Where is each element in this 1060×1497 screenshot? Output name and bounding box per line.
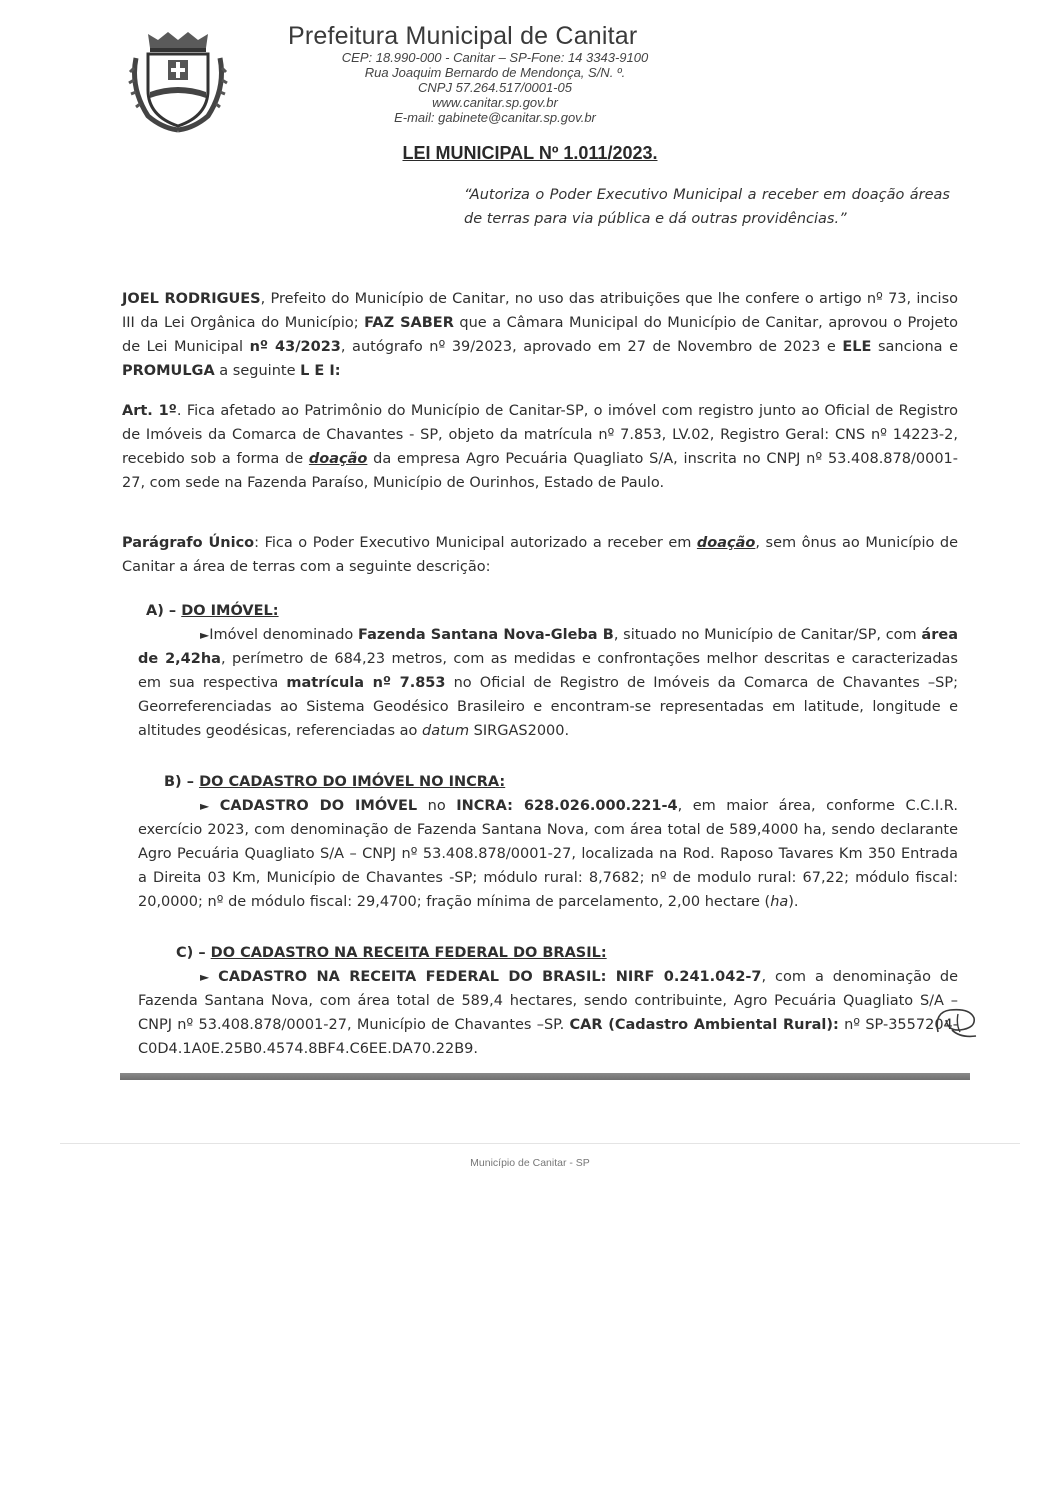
footer-divider bbox=[60, 1143, 1020, 1144]
contact-address: Rua Joaquim Bernardo de Mendonça, S/N. º. bbox=[364, 65, 626, 80]
text: , sem ônus ao Município de Canitar a área de terras com a seguinte descrição: bbox=[122, 535, 959, 575]
promulga: PROMULGA bbox=[122, 363, 215, 379]
article-label: Art. 1º bbox=[122, 403, 177, 419]
section-letter: B) bbox=[164, 774, 182, 790]
mayor-name: JOEL RODRIGUES bbox=[122, 291, 261, 307]
enactment-paragraph bbox=[122, 287, 958, 383]
car-heading: CAR (Cadastro Ambiental Rural): bbox=[569, 1017, 839, 1033]
text: que a Câmara Municipal do Município de Canitar, aprovou o Projeto de Lei Municipal bbox=[122, 315, 959, 355]
text: a seguinte bbox=[214, 363, 301, 379]
arrow-icon: ► bbox=[200, 970, 210, 984]
section-a bbox=[138, 599, 958, 743]
contact-website: www.canitar.sp.gov.br bbox=[432, 95, 558, 110]
text: , Prefeito do Município de Canitar, no uso das atribuições que lhe confere o artigo nº 73, inciso III da Lei Orgânica do Município; bbox=[122, 291, 958, 331]
section-letter: A) bbox=[146, 603, 164, 619]
contact-cep: CEP: 18.990-000 - Canitar – SP-Fone: 14 3343-9100 bbox=[341, 50, 649, 65]
section-c bbox=[138, 941, 958, 1061]
incra-heading: CADASTRO DO IMÓVEL bbox=[219, 798, 418, 814]
nirf-heading: CADASTRO NA RECEITA FEDERAL DO BRASIL: NIRF 0.241.042-7 bbox=[218, 969, 762, 985]
dash: – bbox=[168, 603, 177, 619]
text: sanciona e bbox=[871, 339, 959, 355]
arrow-icon: ► bbox=[200, 628, 210, 642]
contact-email: E-mail: gabinete@canitar.sp.gov.br bbox=[394, 110, 596, 125]
section-b bbox=[138, 770, 958, 914]
section-a-heading bbox=[146, 599, 958, 623]
doacao-emphasis: doação bbox=[308, 451, 368, 467]
text: , situado no Município de Canitar/SP, com bbox=[613, 627, 922, 643]
article-1 bbox=[122, 399, 958, 495]
unit-ha: ha bbox=[770, 894, 789, 910]
text: nº SP-3557204-C0D4.1A0E.25B0.4574.8BF4.C6EE.DA70.22B9. bbox=[138, 1017, 959, 1057]
municipal-crest-icon bbox=[128, 28, 228, 134]
text: no Oficial de Registro de Imóveis da Comarca de Chavantes –SP; Georreferenciadas ao Sistema Geodésico Brasileiro e encontram-se representadas em latitude, longitude e altitudes geodésicas, referenciadas ao bbox=[138, 675, 958, 739]
arrow-icon: ► bbox=[200, 799, 210, 813]
contact-cnpj: CNPJ 57.264.517/0001-05 bbox=[418, 80, 572, 95]
law-summary: “Autoriza o Poder Executivo Municipal a receber em doação áreas de terras para via pública e dá outras providências.” bbox=[464, 187, 950, 227]
page-footer: Município de Canitar - SP bbox=[470, 1157, 590, 1169]
text: ). bbox=[788, 894, 799, 910]
lei: L E I: bbox=[300, 363, 341, 379]
dash: – bbox=[198, 945, 206, 961]
text: Imóvel denominado bbox=[209, 627, 359, 643]
municipality-contact bbox=[330, 50, 660, 125]
text: . Fica afetado ao Patrimônio do Município de Canitar-SP, o imóvel com registro junto ao Oficial de Registro de Imóveis da Comarca de Chavantes - SP, objeto da matrícula nº 7.853, LV.02, Registro Geral: CNS nº 14223-2, recebido sob a forma de bbox=[122, 403, 958, 467]
text: : Fica o Poder Executivo Municipal autorizado a receber em bbox=[254, 535, 697, 551]
text: , com a denominação de Fazenda Santana Nova, com área total de 589,4 hectares, sendo contribuinte, Agro Pecuária Quagliato S/A – CNPJ nº 53.408.878/0001-27, Município de Chavantes –SP. bbox=[138, 969, 958, 1033]
section-title: DO CADASTRO DO IMÓVEL NO INCRA: bbox=[199, 774, 506, 790]
law-title: LEI MUNICIPAL Nº 1.011/2023. bbox=[402, 143, 658, 163]
dash: – bbox=[186, 774, 194, 790]
section-c-heading bbox=[176, 941, 958, 965]
paragrafo-unico bbox=[122, 531, 958, 579]
text: , em maior área, conforme C.C.I.R. exercício 2023, com denominação de Fazenda Santana Nova, com área total de 589,4000 ha, sendo declarante Agro Pecuária Quagliato S/A – CNPJ nº 53.408.878/0001-27, localizada na Rod. Raposo Tavares Km 350 Entrada a Direita 03 Km, Município de Chavantes -SP; módulo rural: 8,7682; nº de modulo rural: 67,22; módulo fiscal: 20,0000; nº de módulo fiscal: 29,4700; fração mínima de parcelamento, 2,00 hectare ( bbox=[138, 798, 958, 910]
section-title: DO IMÓVEL: bbox=[181, 603, 279, 619]
text: , perímetro de 684,23 metros, com as medidas e confrontações melhor descritas e caracterizadas em sua respectiva bbox=[138, 651, 958, 691]
text: da empresa Agro Pecuária Quagliato S/A, inscrita no CNPJ nº 53.408.878/0001-27, com sede na Fazenda Paraíso, Município de Ourinhos, Estado de Paulo. bbox=[122, 451, 959, 491]
section-divider bbox=[120, 1073, 970, 1080]
doacao-emphasis: doação bbox=[696, 535, 756, 551]
incra-number: INCRA: 628.026.000.221-4 bbox=[456, 798, 678, 814]
text: SIRGAS2000. bbox=[469, 723, 570, 739]
property-area: área de 2,42ha bbox=[138, 627, 958, 667]
datum: datum bbox=[421, 723, 470, 739]
municipality-name: Prefeitura Municipal de Canitar bbox=[288, 22, 638, 50]
section-b-heading bbox=[164, 770, 958, 794]
text: no bbox=[417, 798, 457, 814]
section-letter: C) bbox=[176, 945, 194, 961]
registry-number: matrícula nº 7.853 bbox=[286, 675, 446, 691]
bill-number: nº 43/2023 bbox=[249, 339, 341, 355]
signature-initials bbox=[930, 1002, 984, 1042]
section-title: DO CADASTRO NA RECEITA FEDERAL DO BRASIL: bbox=[210, 945, 607, 961]
property-name: Fazenda Santana Nova-Gleba B bbox=[358, 627, 614, 643]
ele: ELE bbox=[842, 339, 872, 355]
paragraph-label: Parágrafo Único bbox=[122, 535, 255, 551]
faz-saber: FAZ SABER bbox=[364, 315, 454, 331]
text: , autógrafo nº 39/2023, aprovado em 27 de Novembro de 2023 e bbox=[340, 339, 843, 355]
